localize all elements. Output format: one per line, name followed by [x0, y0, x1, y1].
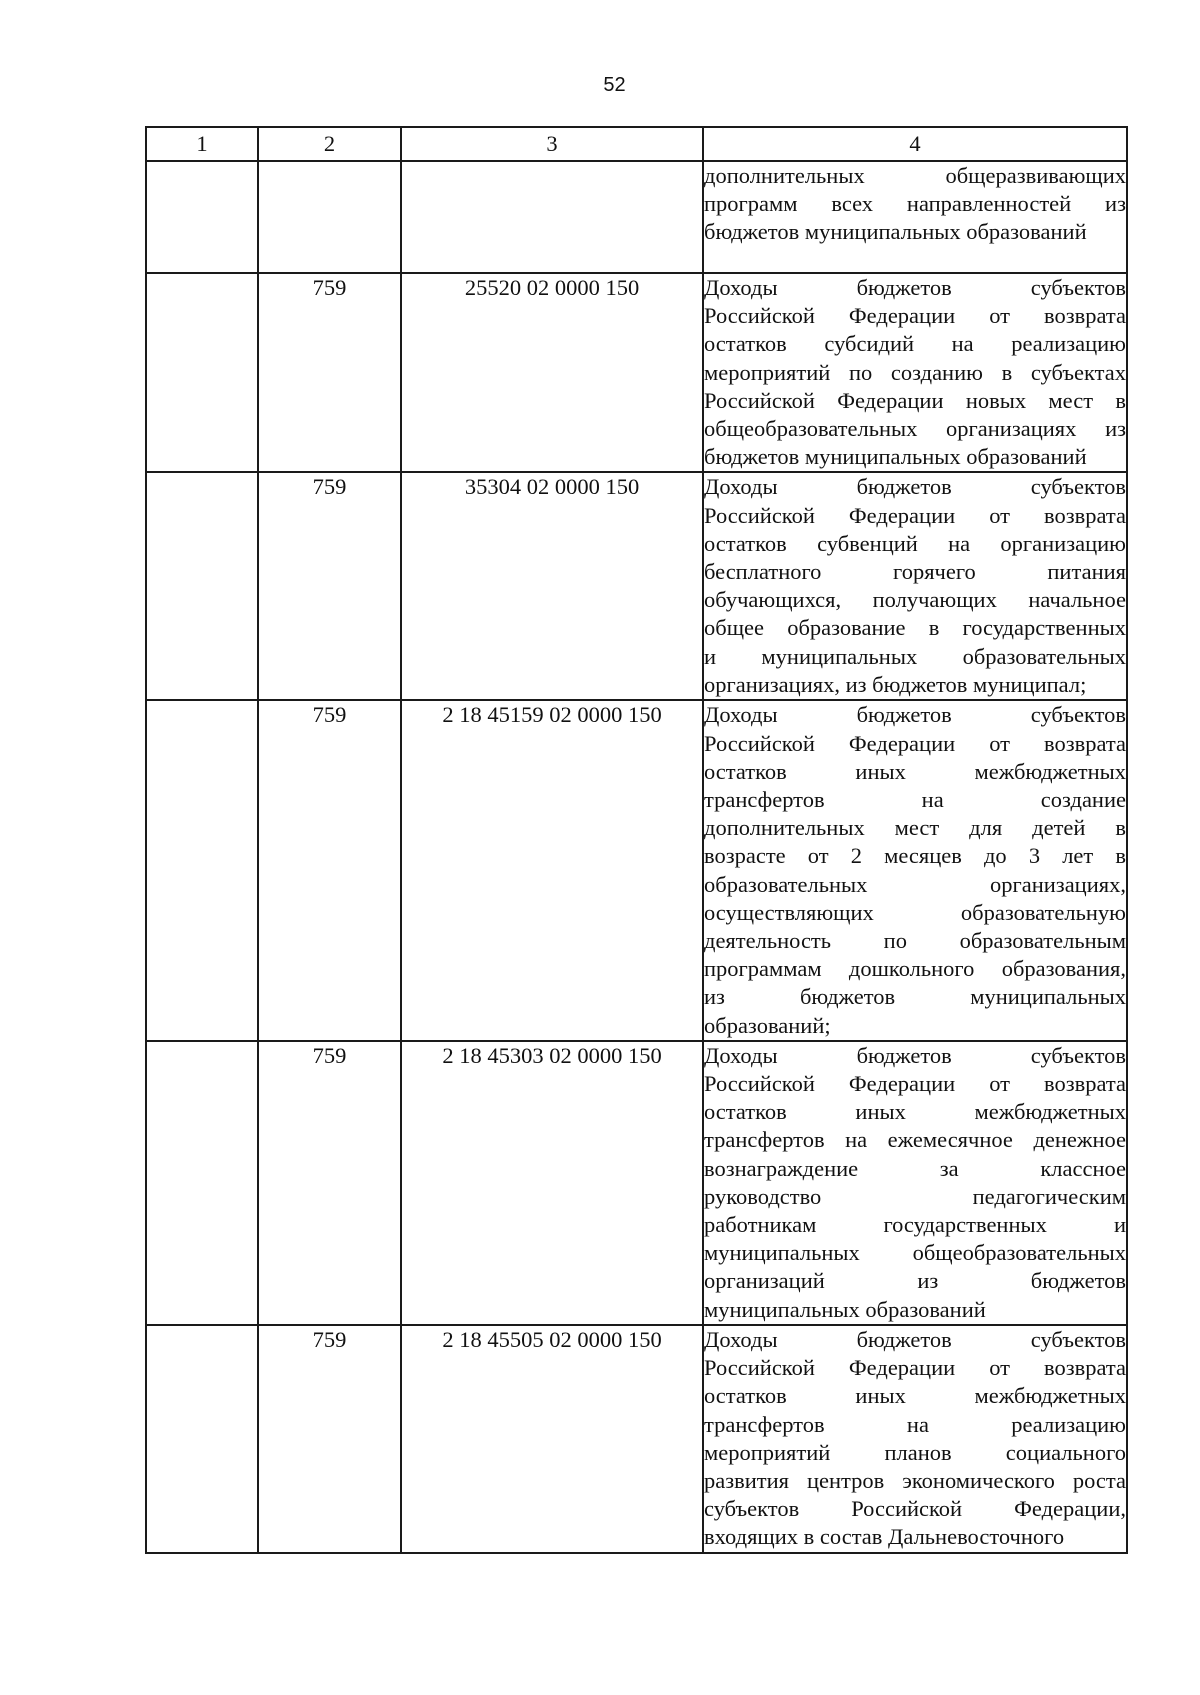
header-col-4: 4	[703, 127, 1127, 161]
table-row	[146, 1325, 1127, 1553]
description-line: Российской Федерации от возврата	[704, 1355, 1126, 1381]
cell-admin-code: 759	[258, 273, 401, 472]
table-body	[146, 161, 1127, 1553]
cell-col-1	[146, 161, 258, 273]
description-line: Доходы бюджетов субъектов	[704, 702, 1126, 728]
description-line: обучающихся, получающих начальное	[704, 587, 1126, 613]
description-line: деятельность по образовательным	[704, 928, 1126, 954]
description-line: остатков иных межбюджетных	[704, 758, 1126, 784]
description-line: входящих в состав Дальневосточного	[704, 1524, 1065, 1550]
cell-revenue-code: 35304 02 0000 150	[401, 472, 703, 700]
description-line: остатков иных межбюджетных	[704, 1383, 1126, 1409]
table-header-row	[146, 127, 1127, 161]
cell-col-1	[146, 472, 258, 700]
description-line: трансфертов на создание	[704, 787, 1126, 813]
description-line: дополнительных мест для детей в	[704, 815, 1126, 841]
description-line: и муниципальных образовательных	[704, 643, 1126, 669]
description-line: работникам государственных и	[704, 1212, 1126, 1238]
description-line: организациях, из бюджетов муниципал;	[704, 671, 1087, 697]
cell-col-1	[146, 700, 258, 1040]
description-line: программам дошкольного образования,	[704, 956, 1126, 982]
description-line: муниципальных общеобразовательных	[704, 1240, 1126, 1266]
description-text	[704, 1042, 1126, 1324]
cell-description	[703, 273, 1127, 472]
cell-description	[703, 700, 1127, 1040]
description-line: Российской Федерации от возврата	[704, 303, 1126, 329]
cell-admin-code: 759	[258, 1325, 401, 1553]
description-line: образований;	[704, 1012, 831, 1038]
description-line: Российской Федерации от возврата	[704, 502, 1126, 528]
description-text	[704, 1326, 1126, 1552]
description-line: общеобразовательных организациях из	[704, 416, 1126, 442]
cell-revenue-code: 25520 02 0000 150	[401, 273, 703, 472]
description-line: Российской Федерации новых мест в	[704, 387, 1126, 413]
description-line: остатков субвенций на организацию	[704, 530, 1126, 556]
table-row	[146, 700, 1127, 1040]
cell-revenue-code: 2 18 45159 02 0000 150	[401, 700, 703, 1040]
description-line: Доходы бюджетов субъектов	[704, 1042, 1126, 1068]
cell-admin-code	[258, 161, 401, 273]
description-line: развития центров экономического роста	[704, 1467, 1126, 1493]
cell-col-1	[146, 1325, 258, 1553]
table-row	[146, 1041, 1127, 1325]
page-number: 52	[603, 74, 626, 96]
description-line: муниципальных образований	[704, 1296, 986, 1322]
description-line: дополнительных общеразвивающих	[704, 163, 1126, 188]
description-text	[704, 473, 1126, 699]
description-line: Российской Федерации от возврата	[704, 1071, 1126, 1097]
cell-col-1	[146, 273, 258, 472]
cell-revenue-code: 2 18 45303 02 0000 150	[401, 1041, 703, 1325]
cell-description	[703, 1325, 1127, 1553]
cell-revenue-code: 2 18 45505 02 0000 150	[401, 1325, 703, 1553]
description-line: трансфертов на реализацию	[704, 1411, 1126, 1437]
description-line: трансфертов на ежемесячное денежное	[704, 1127, 1126, 1153]
description-line: вознаграждение за классное	[704, 1155, 1126, 1181]
description-text	[704, 701, 1126, 1039]
cell-col-1	[146, 1041, 258, 1325]
cell-description	[703, 1041, 1127, 1325]
cell-admin-code: 759	[258, 472, 401, 700]
description-line: Доходы бюджетов субъектов	[704, 275, 1126, 300]
description-line: бесплатного горячего питания	[704, 559, 1126, 585]
table-row	[146, 472, 1127, 700]
description-line: бюджетов муниципальных образований	[704, 444, 1087, 470]
description-line: Доходы бюджетов субъектов	[704, 474, 1126, 500]
header-col-2: 2	[258, 127, 401, 161]
revenue-codes-table	[145, 126, 1128, 1554]
description-line: программ всех направленностей из	[704, 191, 1126, 217]
description-line: из бюджетов муниципальных	[704, 984, 1126, 1010]
description-text	[704, 274, 1126, 471]
description-line: общее образование в государственных	[704, 615, 1126, 641]
description-line: мероприятий по созданию в субъектах	[704, 359, 1126, 385]
cell-description	[703, 161, 1127, 273]
header-col-3: 3	[401, 127, 703, 161]
description-line: Доходы бюджетов субъектов	[704, 1326, 1126, 1352]
description-line: остатков субсидий на реализацию	[704, 331, 1126, 357]
description-line: осуществляющих образовательную	[704, 899, 1126, 925]
description-text	[704, 162, 1126, 247]
cell-description	[703, 472, 1127, 700]
description-line: бюджетов муниципальных образований	[704, 219, 1087, 245]
cell-admin-code: 759	[258, 700, 401, 1040]
header-col-1: 1	[146, 127, 258, 161]
table-row	[146, 161, 1127, 273]
table-row	[146, 273, 1127, 472]
description-line: руководство педагогическим	[704, 1183, 1126, 1209]
cell-revenue-code	[401, 161, 703, 273]
description-line: мероприятий планов социального	[704, 1439, 1126, 1465]
description-line: организаций из бюджетов	[704, 1268, 1126, 1294]
description-line: остатков иных межбюджетных	[704, 1099, 1126, 1125]
cell-admin-code: 759	[258, 1041, 401, 1325]
description-line: субъектов Российской Федерации,	[704, 1496, 1126, 1522]
description-line: образовательных организациях,	[704, 871, 1126, 897]
description-line: возрасте от 2 месяцев до 3 лет в	[704, 843, 1126, 869]
description-line: Российской Федерации от возврата	[704, 730, 1126, 756]
